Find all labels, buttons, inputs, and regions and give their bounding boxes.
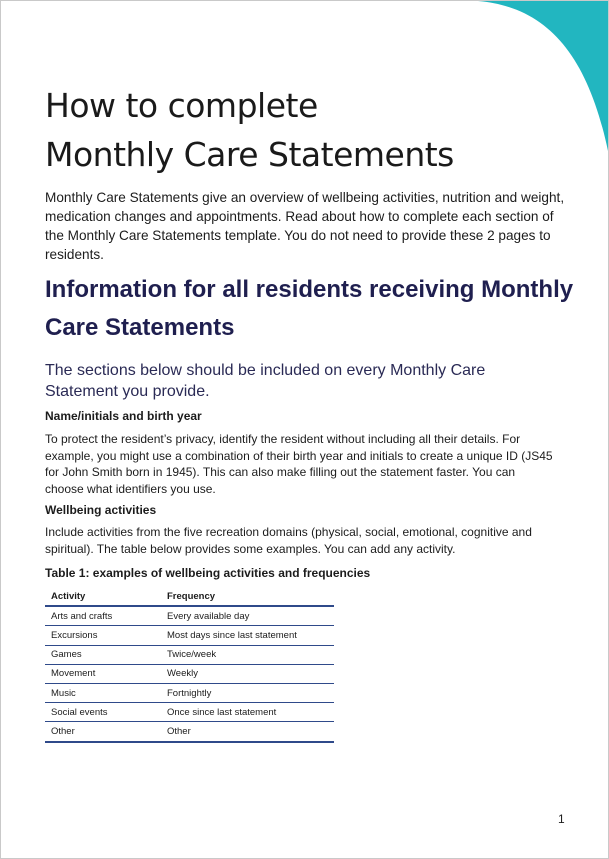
wellbeing-paragraph: Include activities from the five recreation domains (physical, social, emotional, cognitive and spiritual). The table below provides some examples. You can add any activity. bbox=[45, 525, 532, 556]
table-cell-frequency: Most days since last statement bbox=[161, 626, 334, 645]
table-cell-activity: Movement bbox=[45, 664, 161, 683]
table-caption: Table 1: examples of wellbeing activities and frequencies bbox=[45, 566, 371, 580]
section-heading: Information for all residents receiving Monthly Care Statements bbox=[45, 276, 574, 341]
wellbeing-heading: Wellbeing activities bbox=[45, 503, 157, 517]
table-cell-activity: Excursions bbox=[45, 626, 161, 645]
table-row bbox=[45, 606, 334, 626]
name-birth-year-paragraph: To protect the resident’s privacy, identify the resident without including all their details. For example, you might use a combination of their birth year and initials to create a unique ID (JS45 for John Smith born in 1945). This can also make filling out the statement faster. You can choose what identifiers you use. bbox=[45, 432, 553, 496]
section-lead: The sections below should be included on every Monthly Care Statement you provide. bbox=[45, 362, 486, 400]
page-number: 1 bbox=[558, 812, 565, 826]
table-cell-activity: Arts and crafts bbox=[45, 606, 161, 626]
table-cell-frequency: Twice/week bbox=[161, 645, 334, 664]
page-title bbox=[45, 81, 545, 179]
table-cell-frequency: Every available day bbox=[161, 606, 334, 626]
table-cell-frequency: Once since last statement bbox=[161, 703, 334, 722]
table-row bbox=[45, 664, 334, 683]
wellbeing-activities-table bbox=[45, 587, 334, 743]
table-cell-activity: Games bbox=[45, 645, 161, 664]
table-row bbox=[45, 683, 334, 702]
table-row bbox=[45, 645, 334, 664]
page-title-line-2: Monthly Care Statements bbox=[45, 135, 454, 174]
table-row bbox=[45, 722, 334, 742]
table-cell-activity: Music bbox=[45, 683, 161, 702]
table-cell-activity: Other bbox=[45, 722, 161, 742]
table-cell-frequency: Fortnightly bbox=[161, 683, 334, 702]
table-cell-activity: Social events bbox=[45, 703, 161, 722]
table-header-activity: Activity bbox=[45, 587, 161, 606]
table-row bbox=[45, 626, 334, 645]
table-header-row bbox=[45, 587, 334, 606]
table-row bbox=[45, 703, 334, 722]
table-cell-frequency: Other bbox=[161, 722, 334, 742]
table-cell-frequency: Weekly bbox=[161, 664, 334, 683]
intro-paragraph: Monthly Care Statements give an overview of wellbeing activities, nutrition and weight, medication changes and appointments. Read about how to complete each section of the Monthly Care Statements template. You do not need to provide these 2 pages to residents. bbox=[45, 190, 565, 262]
page-title-line-1: How to complete bbox=[45, 86, 318, 125]
table-header-frequency: Frequency bbox=[161, 587, 334, 606]
name-birth-year-heading: Name/initials and birth year bbox=[45, 409, 202, 423]
